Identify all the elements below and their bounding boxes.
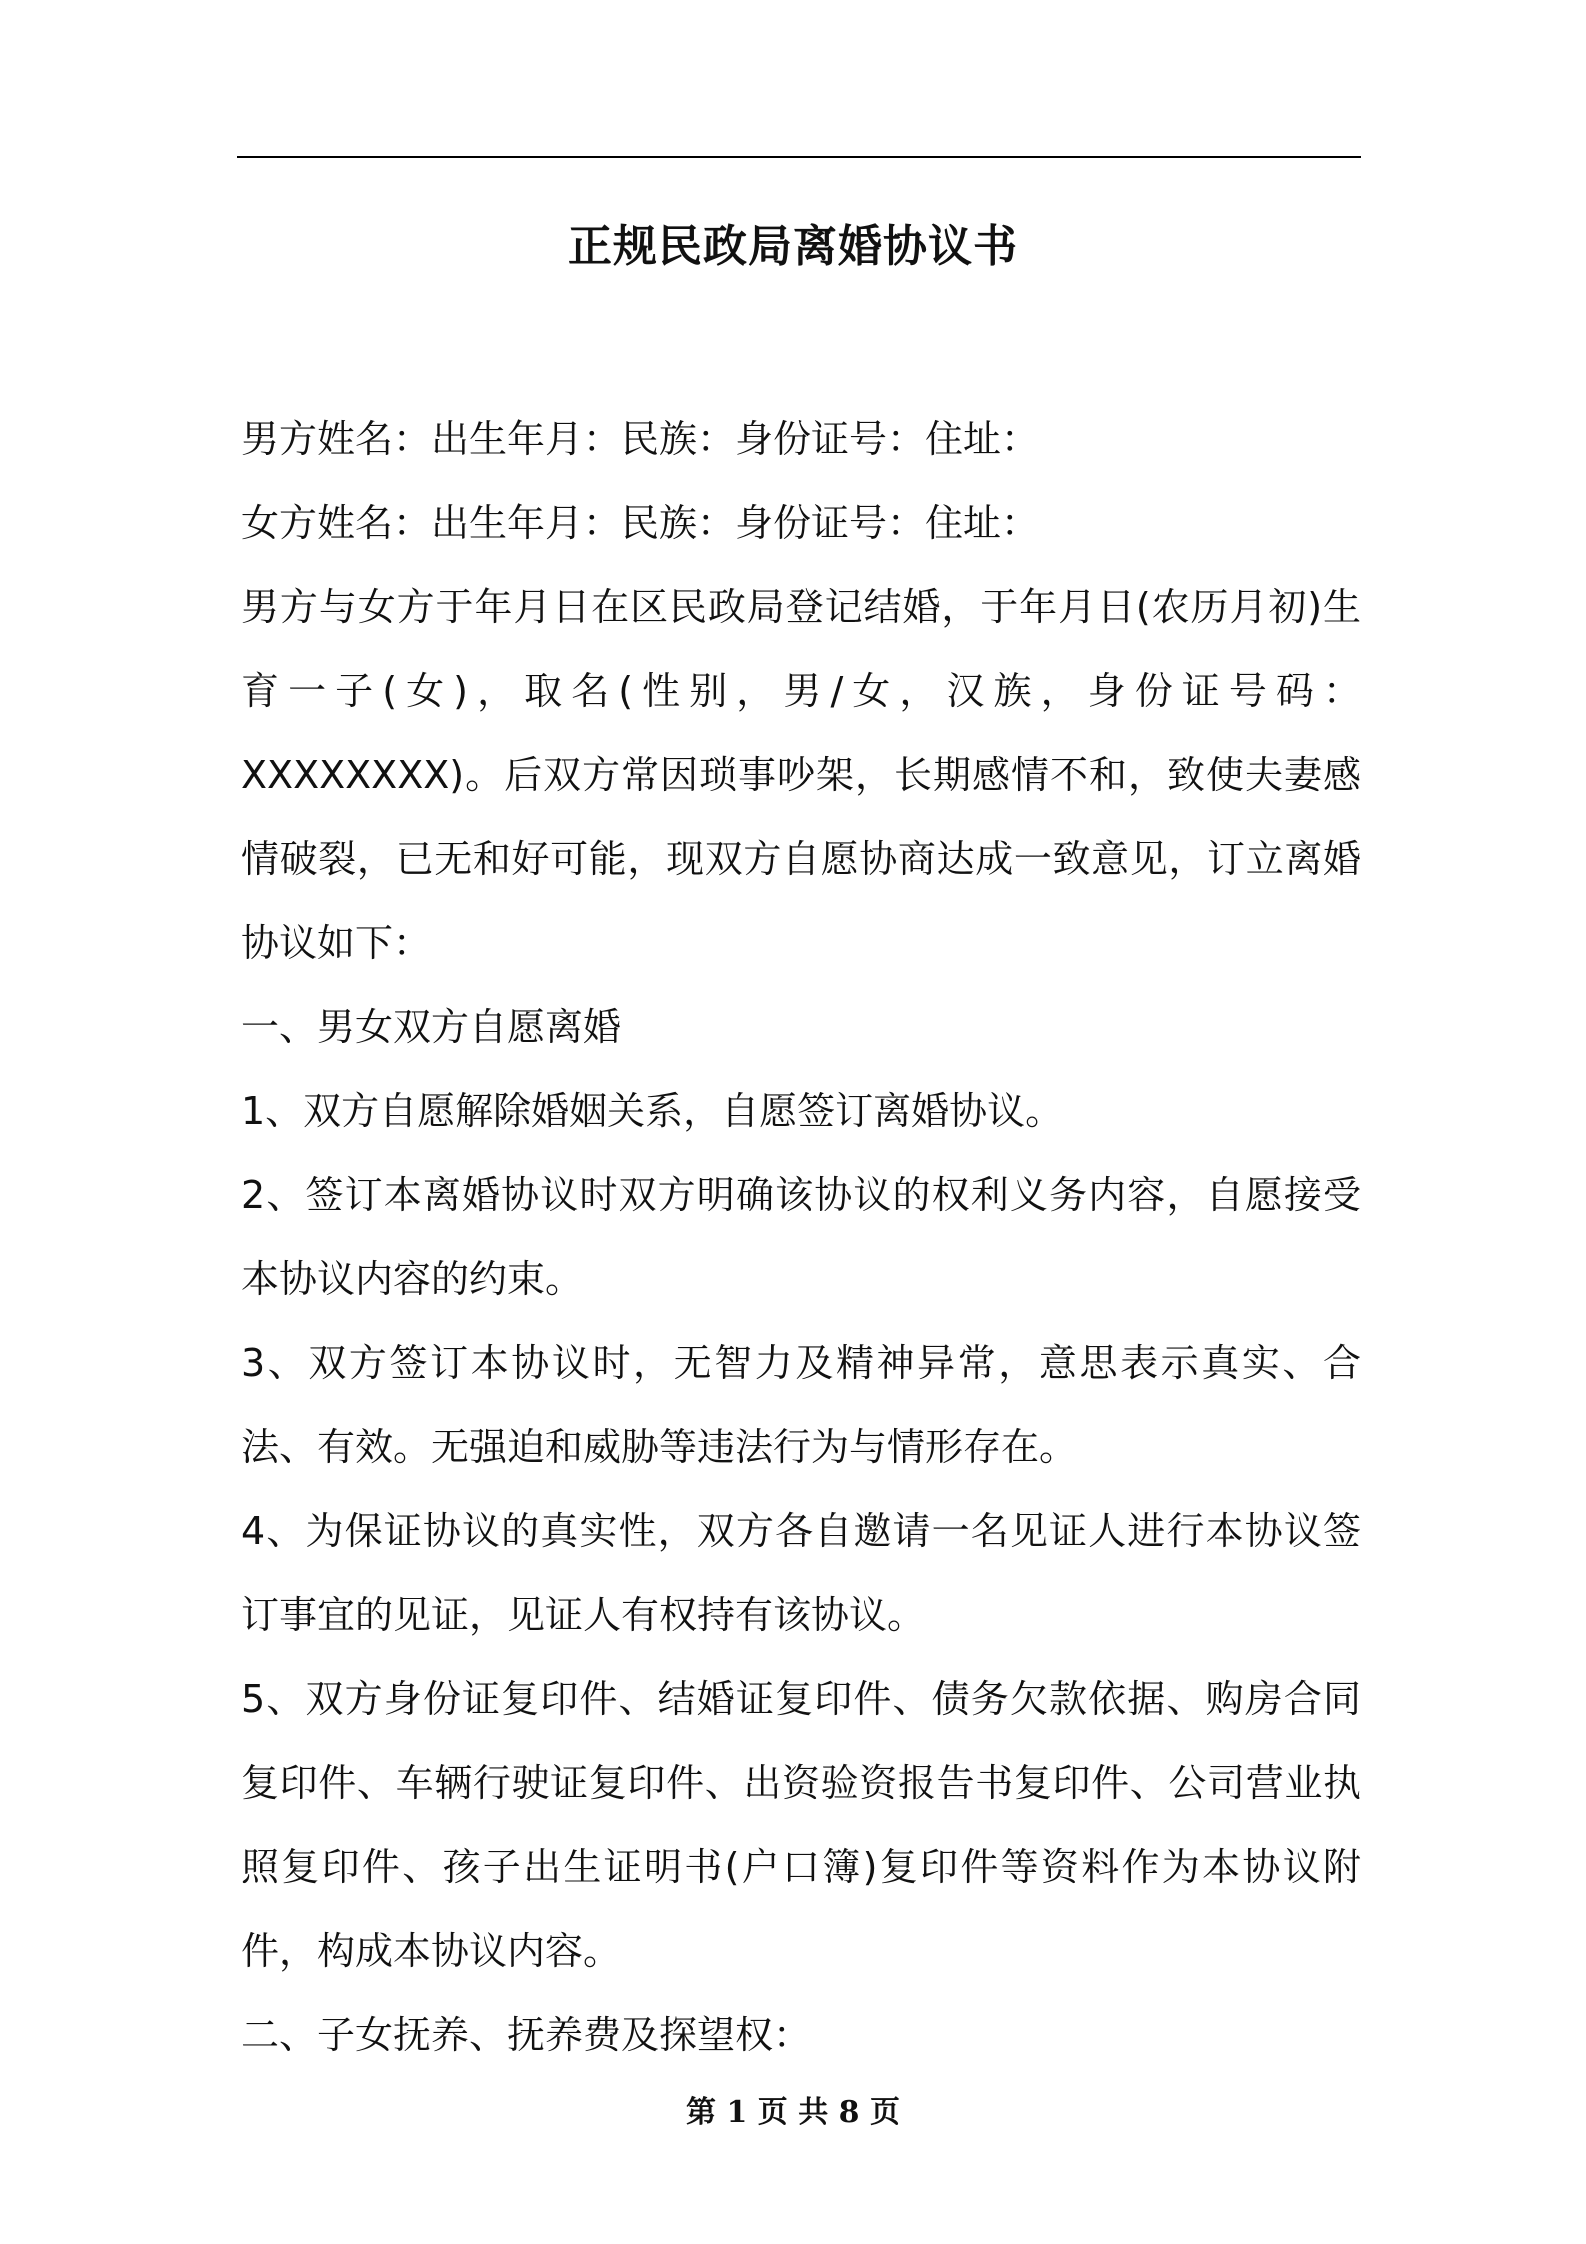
clause-4: 4、为保证协议的真实性，双方各自邀请一名见证人进行本协议签订事宜的见证，见证人有权持有该协议。: [241, 1509, 1361, 1637]
section-heading-2: 二、子女抚养、抚养费及探望权：: [241, 2013, 812, 2057]
paragraph-background: 男方与女方于年月日在区民政局登记结婚，于年月日(农历月初)生育一子(女)，取名(性别，男/女，汉族，身份证号码：XXXXXXXX)。后双方常因琐事吵架，长期感情不和，致使夫妻感情破裂，已无和好可能，现双方自愿协商达成一致意见，订立离婚协议如下：: [241, 585, 1361, 965]
header-rule: [237, 156, 1361, 158]
clause-5: 5、双方身份证复印件、结婚证复印件、债务欠款依据、购房合同复印件、车辆行驶证复印件、出资验资报告书复印件、公司营业执照复印件、孩子出生证明书(户口簿)复印件等资料作为本协议附件，构成本协议内容。: [241, 1677, 1361, 1973]
section-heading-1: 一、男女双方自愿离婚: [241, 1005, 622, 1049]
paragraph-female-info: 女方姓名：出生年月：民族：身份证号：住址：: [241, 501, 1040, 545]
clause-2: 2、签订本离婚协议时双方明确该协议的权利义务内容，自愿接受本协议内容的约束。: [241, 1173, 1361, 1301]
clause-3: 3、双方签订本协议时，无智力及精神异常，意思表示真实、合法、有效。无强迫和威胁等违法行为与情形存在。: [241, 1341, 1361, 1469]
page-number-footer: 第 1 页 共 8 页: [686, 2095, 900, 2130]
clause-1: 1、双方自愿解除婚姻关系，自愿签订离婚协议。: [241, 1089, 1064, 1133]
document-body: [241, 397, 1361, 2077]
document-title: 正规民政局离婚协议书: [568, 221, 1018, 272]
paragraph-male-info: 男方姓名：出生年月：民族：身份证号：住址：: [241, 417, 1040, 461]
